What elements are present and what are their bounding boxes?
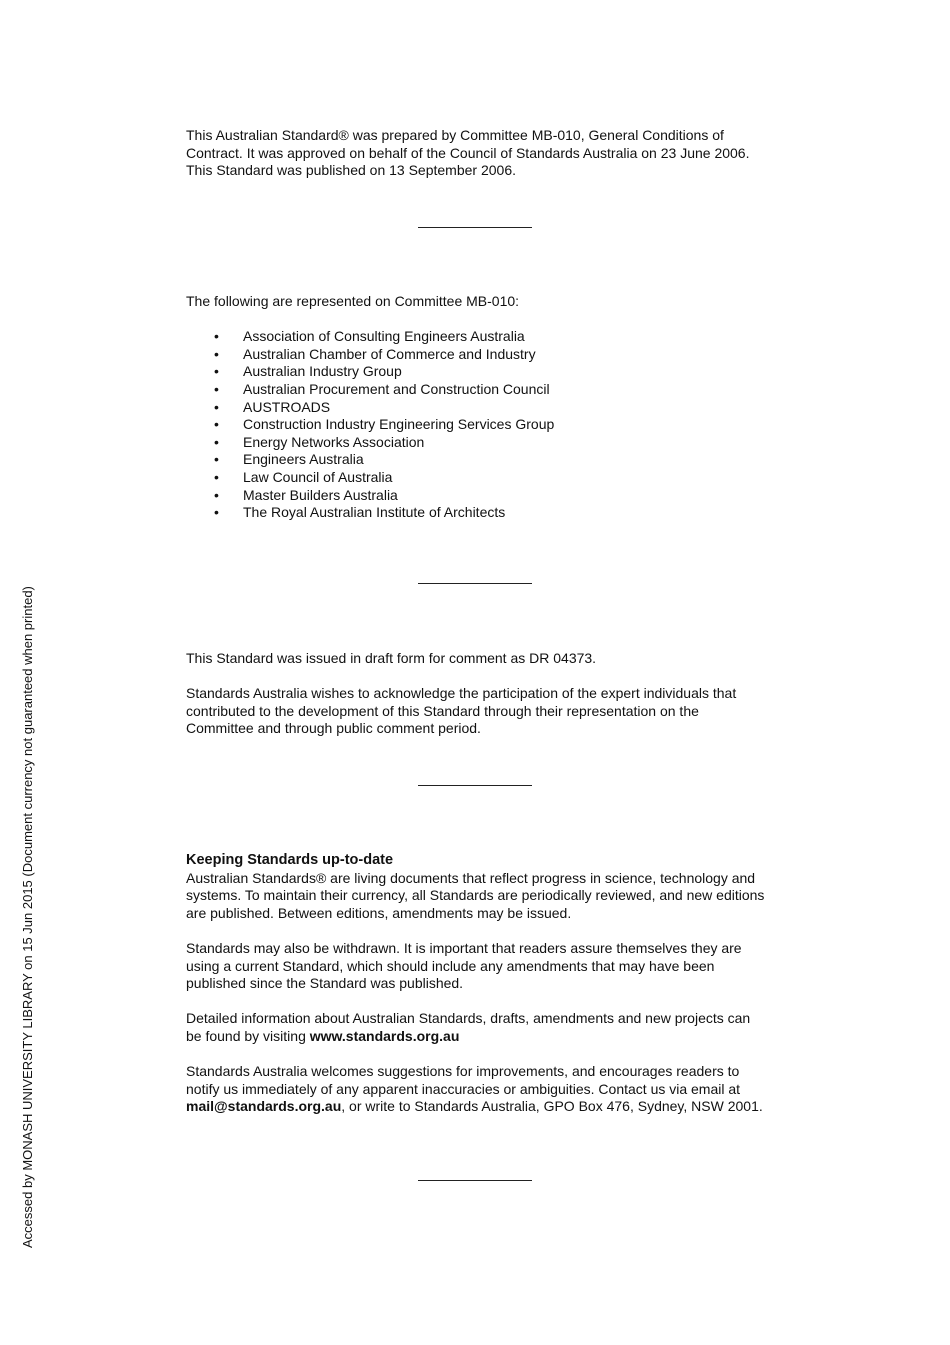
paragraph-line: Standards may also be withdrawn. It is important that readers assure themselves they are — [186, 939, 742, 956]
paragraph-line — [186, 1098, 776, 1116]
list-item: • Construction Industry Engineering Services Group — [186, 416, 776, 434]
acknowledgement-line: Standards Australia wishes to acknowledge the participation of the expert individuals that — [186, 685, 737, 702]
section-heading: Keeping Standards up-to-date — [186, 852, 394, 868]
paragraph-line: Detailed information about Australian Standards, drafts, amendments and new projects can — [186, 1010, 751, 1027]
list-item: • The Royal Australian Institute of Architects — [186, 504, 776, 522]
paragraph-line: Standards Australia welcomes suggestions for improvements, and encourages readers to — [186, 1063, 740, 1080]
section-divider — [418, 227, 532, 228]
keeping-up-to-date-section — [186, 852, 776, 1116]
paragraph-line: published since the Standard was published. — [186, 975, 464, 992]
acknowledgement-line: Committee and through public comment period. — [186, 720, 481, 737]
address-suffix: , or write to Standards Australia, GPO Box 476, Sydney, NSW 2001. — [341, 1098, 763, 1115]
committee-section — [186, 293, 776, 522]
visit-prefix: be found by visiting — [186, 1027, 310, 1044]
list-item: • Association of Consulting Engineers Australia — [186, 328, 776, 346]
acknowledgement-line: contributed to the development of this Standard through their representation on the — [186, 702, 699, 719]
section-divider — [418, 1180, 532, 1181]
access-watermark: Accessed by MONASH UNIVERSITY LIBRARY on 15 Jun 2015 (Document currency not guaranteed when printed) — [20, 586, 35, 1248]
email-link[interactable]: mail@standards.org.au — [186, 1098, 342, 1115]
list-item: • Energy Networks Association — [186, 434, 776, 452]
list-item: • Engineers Australia — [186, 451, 776, 469]
paragraph-line: are published. Between editions, amendments may be issued. — [186, 904, 572, 921]
paragraph-line — [186, 1028, 776, 1046]
list-item: • Australian Industry Group — [186, 363, 776, 381]
list-item: • AUSTROADS — [186, 399, 776, 417]
list-item: • Law Council of Australia — [186, 469, 776, 487]
intro-line: Contract. It was approved on behalf of the Council of Standards Australia on 23 June 2006. — [186, 144, 750, 161]
committee-member-list — [186, 328, 776, 522]
preparation-statement — [186, 127, 776, 180]
paragraph-line: notify us immediately of any apparent inaccuracies or ambiguities. Contact us via email at — [186, 1080, 741, 1097]
committee-lead: The following are represented on Committee MB-010: — [186, 293, 520, 309]
paragraph-line: using a current Standard, which should include any amendments that may have been — [186, 957, 715, 974]
list-item: • Australian Chamber of Commerce and Industry — [186, 346, 776, 364]
list-item: • Master Builders Australia — [186, 487, 776, 505]
draft-section — [186, 650, 776, 738]
intro-line: This Standard was published on 13 September 2006. — [186, 162, 516, 179]
section-divider — [418, 785, 532, 786]
website-link[interactable]: www.standards.org.au — [309, 1027, 460, 1044]
section-divider — [418, 583, 532, 584]
intro-line: This Australian Standard® was prepared by Committee MB-010, General Conditions of — [186, 127, 724, 143]
list-item: • Australian Procurement and Construction Council — [186, 381, 776, 399]
paragraph-line: systems. To maintain their currency, all Standards are periodically reviewed, and new editions — [186, 887, 765, 904]
paragraph-line: Australian Standards® are living documents that reflect progress in science, technology and — [186, 869, 756, 886]
draft-issued: This Standard was issued in draft form for comment as DR 04373. — [186, 650, 597, 666]
